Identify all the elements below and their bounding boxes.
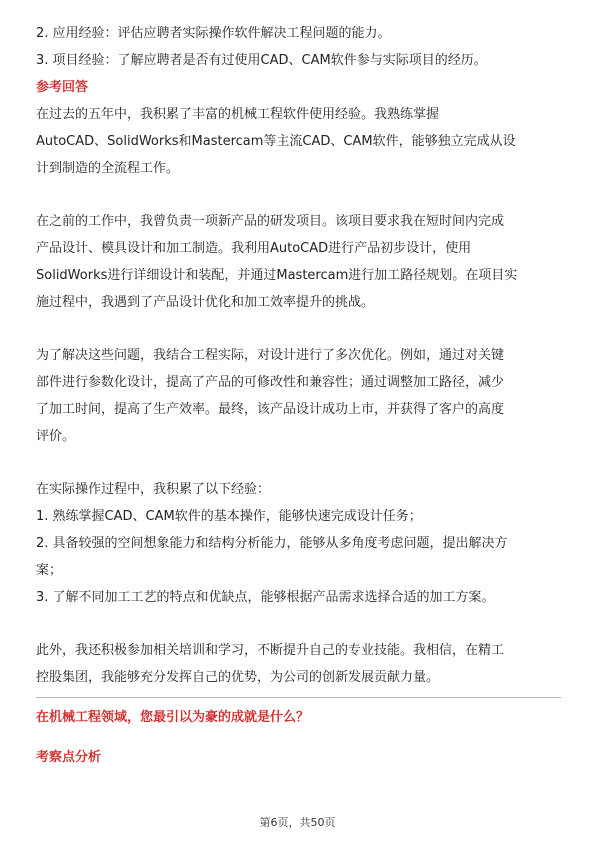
page-number: 第6页，共50页 <box>259 816 336 829</box>
answer-paragraph <box>36 342 561 450</box>
text-line: 计到制造的全流程工作。 <box>36 161 180 176</box>
intro-point: 2. 应用经验：评估应聘者实际操作软件解决工程问题的能力。 <box>36 26 391 41</box>
text-line: SolidWorks进行详细设计和装配，并通过Mastercam进行加工路径规划。在项目实 <box>36 268 518 283</box>
text-line: 在之前的工作中，我曾负责一项新产品的研发项目。该项目要求我在短时间内完成 <box>36 214 505 229</box>
answer-paragraph <box>36 476 561 611</box>
text-line: 评价。 <box>36 429 76 444</box>
answer-paragraph <box>36 637 561 691</box>
text-line: 2. 具备较强的空间想象能力和结构分析能力，能够从多角度考虑问题，提出解决方 <box>36 536 508 551</box>
text-line: 施过程中，我遇到了产品设计优化和加工效率提升的挑战。 <box>36 295 375 310</box>
answer-paragraph <box>36 101 561 182</box>
text-line: 1. 熟练掌握CAD、CAM软件的基本操作，能够快速完成设计任务； <box>36 509 422 524</box>
answer-heading: 参考回答 <box>36 80 89 95</box>
text-line: 3. 了解不同加工工艺的特点和优缺点，能够根据产品需求选择合适的加工方案。 <box>36 590 495 605</box>
text-line: 产品设计、模具设计和加工制造。我利用AutoCAD进行产品初步设计，使用 <box>36 241 472 256</box>
text-line: 案； <box>36 563 63 578</box>
text-line: 了加工时间，提高了生产效率。最终，该产品设计成功上市，并获得了客户的高度 <box>36 402 505 417</box>
text-line: 在过去的五年中，我积累了丰富的机械工程软件使用经验。我熟练掌握 <box>36 107 440 122</box>
section-divider <box>36 697 561 698</box>
text-line: 部件进行参数化设计，提高了产品的可修改性和兼容性；通过调整加工路径，减少 <box>36 375 505 390</box>
text-line: 为了解决这些问题，我结合工程实际，对设计进行了多次优化。例如，通过对关键 <box>36 348 505 363</box>
question-title: 在机械工程领域，您最引以为豪的成就是什么？ <box>36 710 310 725</box>
text-line: 控股集团，我能够充分发挥自己的优势，为公司的创新发展贡献力量。 <box>36 670 440 685</box>
text-line: 在实际操作过程中，我积累了以下经验： <box>36 482 271 497</box>
analysis-heading: 考察点分析 <box>36 750 102 765</box>
document-page <box>36 20 561 771</box>
text-line: AutoCAD、SolidWorks和Mastercam等主流CAD、CAM软件，能够独立完成从设 <box>36 134 516 149</box>
text-line: 此外，我还积极参加相关培训和学习，不断提升自己的专业技能。我相信，在精工 <box>36 643 505 658</box>
answer-paragraph <box>36 208 561 316</box>
intro-point: 3. 项目经验：了解应聘者是否有过使用CAD、CAM软件参与实际项目的经历。 <box>36 53 487 68</box>
